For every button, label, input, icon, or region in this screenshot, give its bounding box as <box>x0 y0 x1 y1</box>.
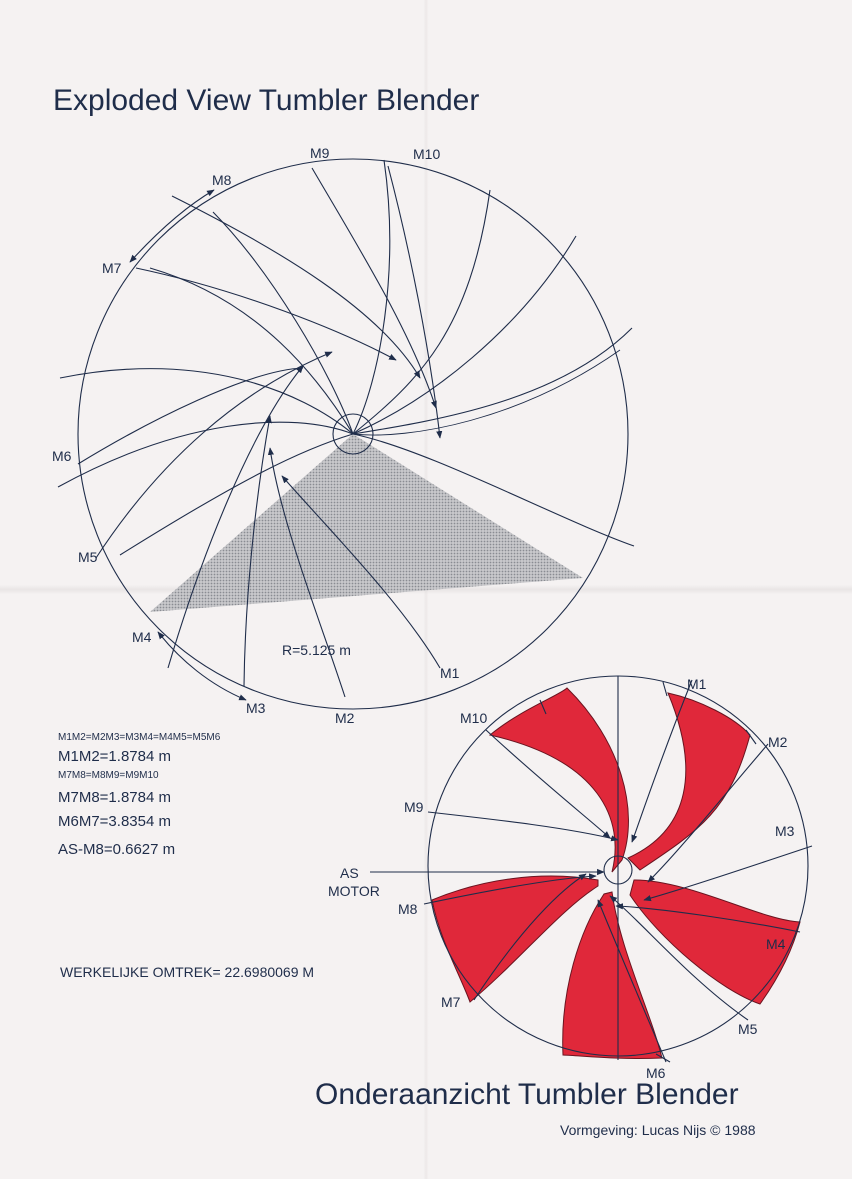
credit-line: Vormgeving: Lucas Nijs © 1988 <box>560 1122 756 1138</box>
bottom-title: Onderaanzicht Tumbler Blender <box>315 1078 739 1111</box>
blade <box>628 693 750 870</box>
spec-line-3: M7M8=M8M9=M9M10 <box>58 770 159 781</box>
top-label-m10: M10 <box>413 146 441 162</box>
spec-line-6: AS-M8=0.6627 m <box>58 841 176 858</box>
spec-line-2: M1M2=1.8784 m <box>58 748 171 765</box>
tick <box>663 682 667 696</box>
arrow-curve-m8 <box>172 196 420 378</box>
circumference-text: WERKELIJKE OMTREK= 22.6980069 M <box>60 964 315 980</box>
axis-label-motor: MOTOR <box>328 883 380 899</box>
bottom-label-m10: M10 <box>460 710 488 726</box>
bottom-label-m9: M9 <box>404 799 424 815</box>
spiral-curve <box>150 268 353 434</box>
exploded-view-diagram <box>58 159 634 709</box>
spiral-curve <box>353 350 620 435</box>
spec-line-5: M6M7=3.8354 m <box>58 813 171 830</box>
top-label-m5: M5 <box>78 549 98 565</box>
blade <box>490 688 628 872</box>
outer-arc-m7-m8 <box>130 190 214 262</box>
bottom-label-m4: M4 <box>766 936 786 952</box>
shaded-sector <box>150 434 583 612</box>
top-label-m9: M9 <box>310 145 330 161</box>
bottom-view-diagram <box>370 676 812 1062</box>
bottom-label-m6: M6 <box>646 1065 666 1081</box>
top-label-m4: M4 <box>132 629 152 645</box>
bottom-label-m8: M8 <box>398 901 418 917</box>
axis-label-as: AS <box>340 865 359 881</box>
top-label-m6: M6 <box>52 448 72 464</box>
bottom-label-m3: M3 <box>775 823 795 839</box>
bottom-label-m5: M5 <box>738 1021 758 1037</box>
exploded-view-labels <box>52 145 460 726</box>
bottom-arrow <box>428 812 618 840</box>
top-label-m1: M1 <box>440 665 460 681</box>
top-label-m7: M7 <box>102 260 122 276</box>
spec-line-1: M1M2=M2M3=M3M4=M4M5=M5M6 <box>58 732 221 743</box>
arrow-curve-m7 <box>136 268 396 360</box>
spiral-curve <box>213 212 353 434</box>
spiral-curve <box>60 369 353 434</box>
bottom-label-m7: M7 <box>441 994 461 1010</box>
spiral-curve <box>353 190 490 434</box>
bottom-label-m1: M1 <box>687 676 707 692</box>
top-label-m2: M2 <box>335 710 355 726</box>
outer-arc-m3-m4 <box>158 632 246 700</box>
spec-line-4: M7M8=1.8784 m <box>58 789 171 806</box>
page-title: Exploded View Tumbler Blender <box>53 84 480 117</box>
top-label-m3: M3 <box>246 700 266 716</box>
bottom-label-m2: M2 <box>768 734 788 750</box>
top-label-m8: M8 <box>212 172 232 188</box>
blades <box>432 688 800 1059</box>
spiral-curve <box>353 160 390 434</box>
radius-label: R=5.125 m <box>282 642 351 658</box>
